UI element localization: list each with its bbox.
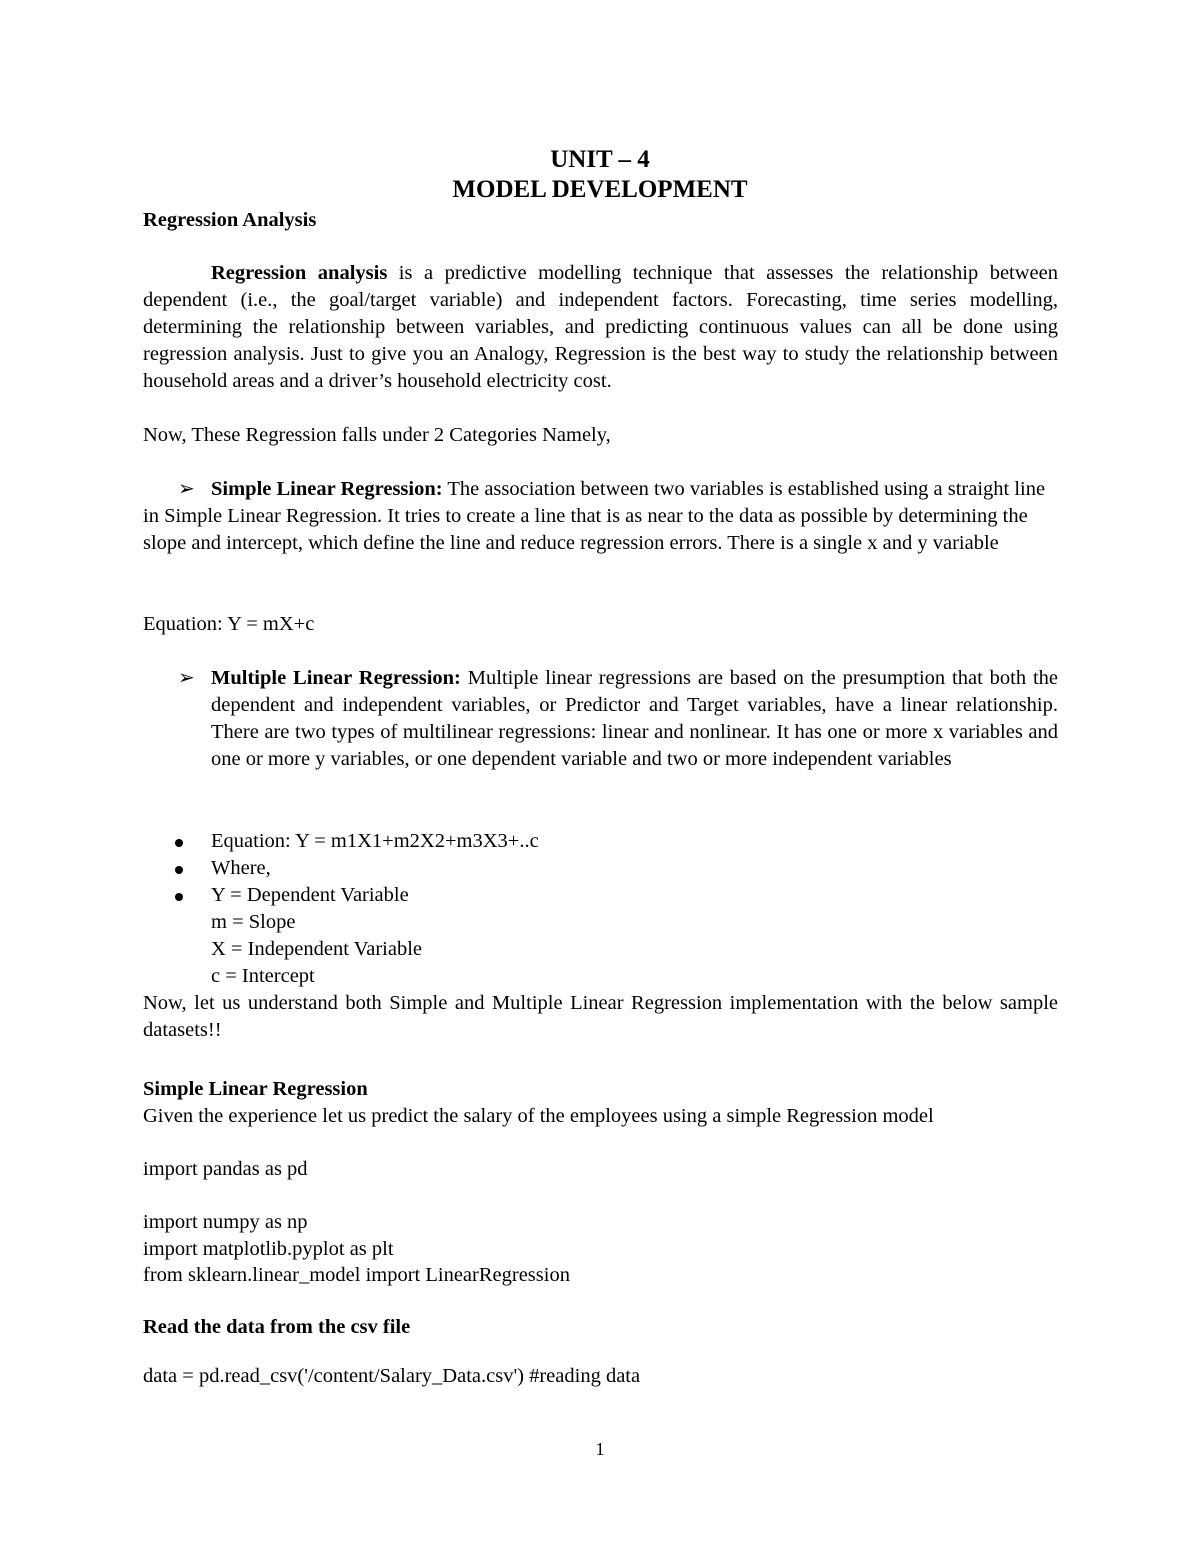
arrow-bullet-icon: ➢ [178,667,195,689]
page-number: 1 [595,1439,605,1459]
multiple-regression-item [211,665,1058,773]
categories-line: Now, These Regression falls under 2 Categories Namely, [143,424,611,446]
code-line: from sklearn.linear_model import LinearRegression [143,1264,570,1286]
intro-paragraph [143,260,1058,395]
multiple-regression-text: Multiple linear regressions are based on the presumption that both the dependent and independent variables, or Predictor and Target variables, have a linear relationship. There are two types of multilinear regressions: linear and nonlinear. It has one or more x variables and one or more y variables, or one dependent variable and two or more independent variables [211,667,1059,770]
bullet-dot-icon [175,866,183,874]
slr-heading: Simple Linear Regression [143,1078,368,1100]
section-heading: Regression Analysis [143,209,317,231]
intro-term: Regression analysis [211,262,388,284]
outro-paragraph: Now, let us understand both Simple and Multiple Linear Regression implementation with the below sample datasets!! [143,992,1058,1041]
read-code-line: data = pd.read_csv('/content/Salary_Data.csv') #reading data [143,1365,641,1387]
intro-text: is a predictive modelling technique that assesses the relationship between dependent (i.e., the goal/target variable) and independent factors. Forecasting, time series modelling, determining the relationship between variables, and predicting continuous values can all be done using regression analysis. Just to give you an Analogy, Regression is the best way to study the relationship between household areas and a driver’s household electricity cost. [143,262,1058,392]
unit-heading: UNIT – 4 [550,146,650,173]
definition-line: m = Slope [211,911,296,933]
multiple-regression-label: Multiple Linear Regression: [211,667,461,689]
bullet-item: Y = Dependent Variable [211,884,409,906]
code-line: import pandas as pd [143,1158,308,1180]
document-title: MODEL DEVELOPMENT [452,176,748,203]
simple-equation: Equation: Y = mX+c [143,613,315,635]
definition-line: X = Independent Variable [211,938,422,960]
simple-regression-item [143,476,1058,557]
code-line: import numpy as np [143,1211,308,1233]
bullet-dot-icon [175,839,183,847]
bullet-item: Where, [211,857,271,879]
definition-line: c = Intercept [211,965,315,987]
bullet-item: Equation: Y = m1X1+m2X2+m3X3+..c [211,830,539,852]
simple-regression-text: The association between two variables is established using a straight line in Simple Linear Regression. It tries to create a line that is as near to the data as possible by determining the slope and intercept, which define the line and reduce regression errors. There is a single x and y variable [143,478,1046,554]
arrow-bullet-icon: ➢ [178,478,195,500]
simple-regression-label: Simple Linear Regression: [211,478,443,500]
slr-text: Given the experience let us predict the salary of the employees using a simple Regression model [143,1105,934,1127]
bullet-dot-icon [175,893,183,901]
read-heading: Read the data from the csv file [143,1316,411,1338]
code-line: import matplotlib.pyplot as plt [143,1238,394,1260]
